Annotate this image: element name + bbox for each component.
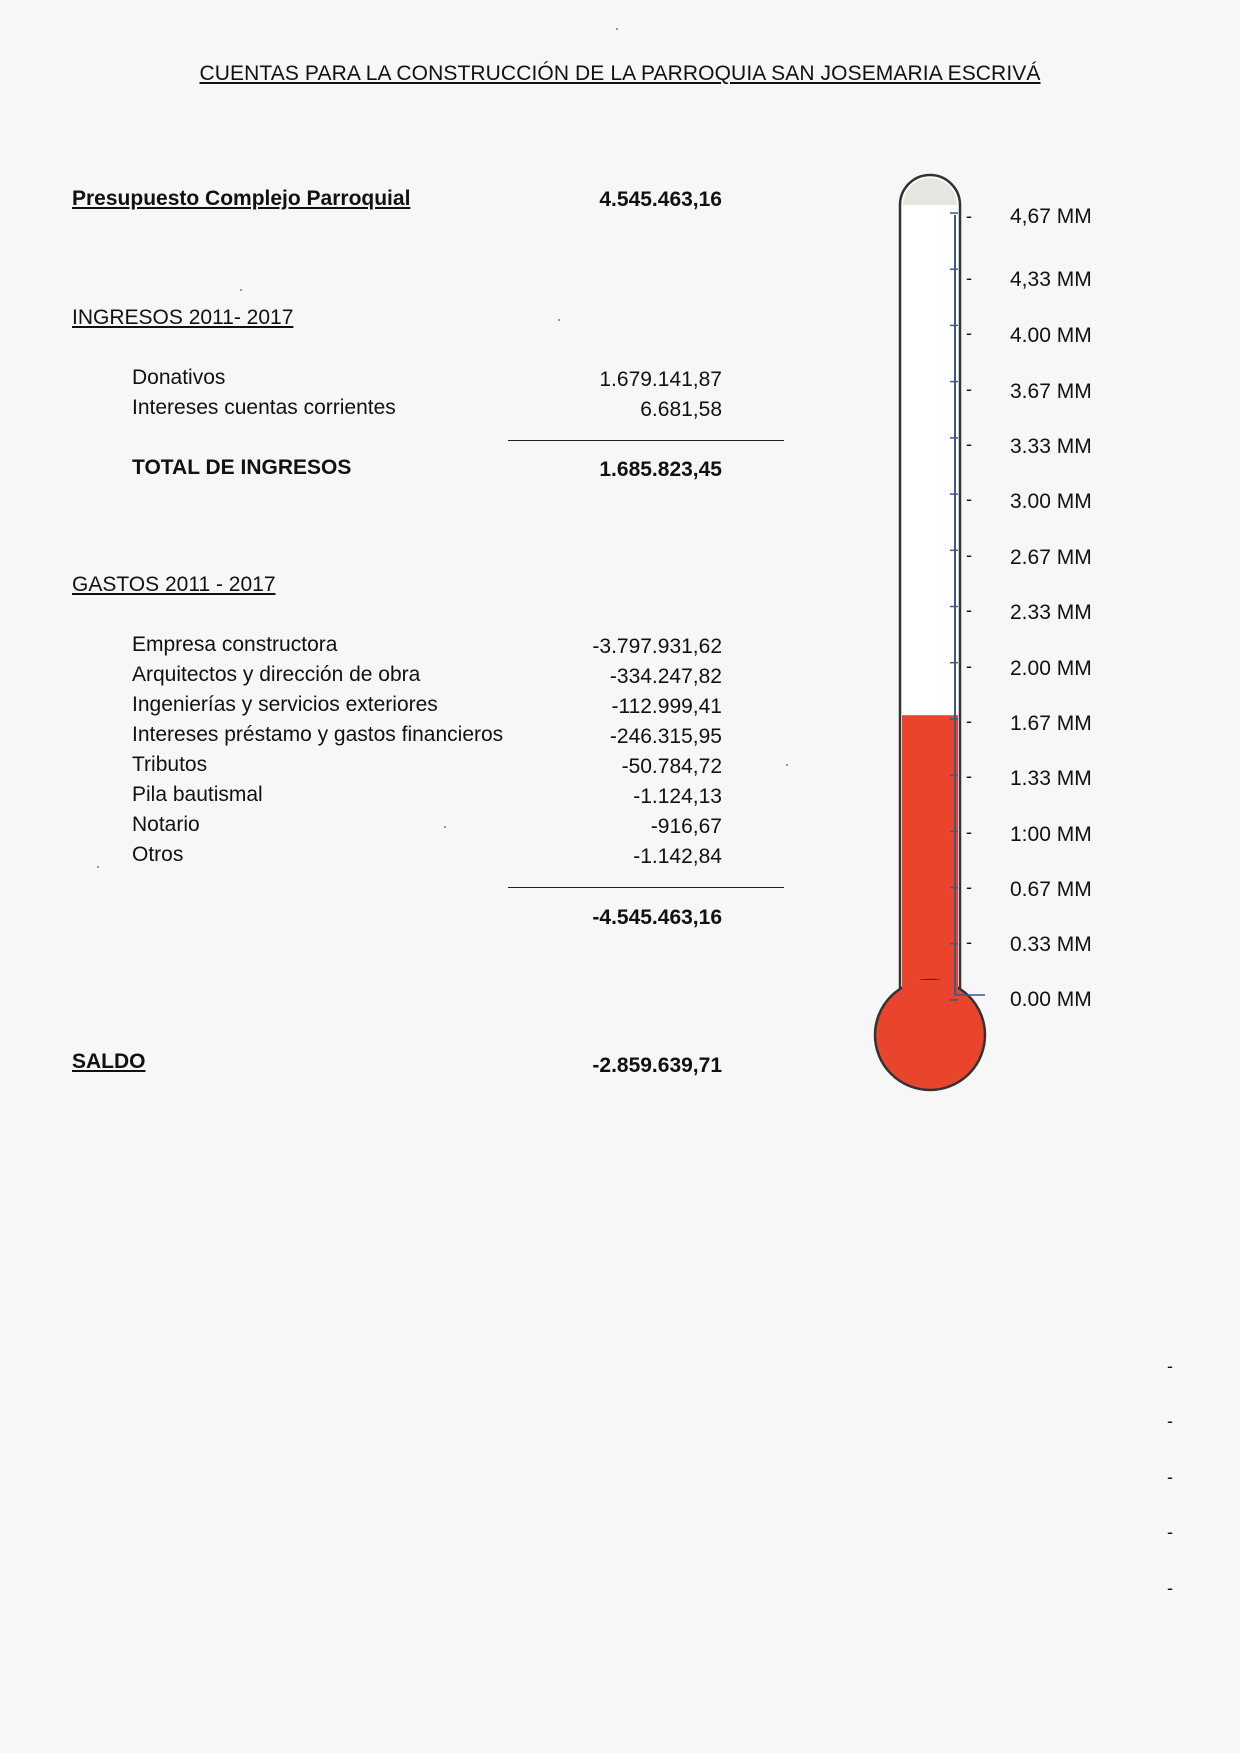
tick-dash: - <box>966 434 972 454</box>
tick-dash: - <box>966 323 972 343</box>
ingresos-item-label: Intereses cuentas corrientes <box>132 396 396 419</box>
ingresos-item-value: 1.679.141,87 <box>599 368 722 391</box>
gastos-item-value: -3.797.931,62 <box>592 635 722 658</box>
presupuesto-value: 4.545.463,16 <box>599 188 722 211</box>
tick-dash: - <box>966 822 972 842</box>
page-title: CUENTAS PARA LA CONSTRUCCIÓN DE LA PARROQUIA SAN JOSEMARIA ESCRIVÁ <box>199 62 1041 85</box>
gastos-item-label: Empresa constructora <box>132 633 338 656</box>
tick-label: 0.00 MM <box>1010 988 1092 1011</box>
gastos-item-label: Arquitectos y dirección de obra <box>132 663 421 686</box>
tick-label: 4,33 MM <box>1010 268 1092 291</box>
ingresos-heading: INGRESOS 2011- 2017 <box>72 306 294 329</box>
ingresos-item-label: Donativos <box>132 366 226 389</box>
gastos-item-value: -112.999,41 <box>611 695 722 718</box>
total-ingresos-label: TOTAL DE INGRESOS <box>132 456 352 479</box>
scan-speck <box>616 28 618 30</box>
tick-label: 0.67 MM <box>1010 878 1092 901</box>
gastos-item-label: Intereses préstamo y gastos financieros <box>132 723 504 746</box>
ingresos-item-value: 6.681,58 <box>640 398 722 421</box>
tick-label: 3.67 MM <box>1010 380 1092 403</box>
gastos-item-label: Tributos <box>132 753 208 776</box>
tick-dash: - <box>966 206 972 226</box>
tick-dash: - <box>966 932 972 952</box>
tick-label: 2.00 MM <box>1010 657 1092 680</box>
tick-dash: - <box>966 877 972 897</box>
scan-speck <box>444 826 446 828</box>
presupuesto-label: Presupuesto Complejo Parroquial <box>72 187 411 210</box>
total-ingresos-value: 1.685.823,45 <box>599 458 722 481</box>
saldo-value: -2.859.639,71 <box>592 1054 722 1077</box>
tick-dash: - <box>966 489 972 509</box>
gastos-item-label: Ingenierías y servicios exteriores <box>132 693 438 716</box>
tick-label: 3.33 MM <box>1010 435 1092 458</box>
tick-dash: - <box>966 600 972 620</box>
tick-dash: - <box>966 656 972 676</box>
saldo-label: SALDO <box>72 1050 146 1073</box>
tick-dash: - <box>966 711 972 731</box>
tick-dash: - <box>966 379 972 399</box>
tick-label: 1:00 MM <box>1010 823 1092 846</box>
thermometer-joint <box>902 980 958 1010</box>
gastos-item-value: -1.124,13 <box>633 785 722 808</box>
tick-label: 4,67 MM <box>1010 205 1092 228</box>
scan-speck <box>97 866 99 868</box>
gastos-item-label: Notario <box>132 813 200 836</box>
tick-dash: - <box>966 766 972 786</box>
gastos-item-value: -50.784,72 <box>621 755 722 778</box>
tick-dash: - <box>966 268 972 288</box>
margin-dash: - <box>1167 1411 1173 1431</box>
gastos-item-label: Otros <box>132 843 184 866</box>
thermometer-fill <box>902 715 958 1010</box>
gastos-item-label: Pila bautismal <box>132 783 263 806</box>
gastos-heading: GASTOS 2011 - 2017 <box>72 573 276 596</box>
tick-label: 1.67 MM <box>1010 712 1092 735</box>
tick-label: 2.33 MM <box>1010 601 1092 624</box>
gastos-item-value: -1.142,84 <box>633 845 722 868</box>
tick-label: 1.33 MM <box>1010 767 1092 790</box>
scan-speck <box>558 319 560 321</box>
margin-dash: - <box>1167 1356 1173 1376</box>
scan-speck <box>786 764 788 766</box>
tick-dash: - <box>966 545 972 565</box>
gastos-item-value: -334.247,82 <box>609 665 722 688</box>
margin-dash: - <box>1167 1467 1173 1487</box>
tick-label: 0.33 MM <box>1010 933 1092 956</box>
tick-label: 2.67 MM <box>1010 546 1092 569</box>
tick-label: 4.00 MM <box>1010 324 1092 347</box>
total-gastos-value: -4.545.463,16 <box>592 906 722 929</box>
gastos-item-value: -246.315,95 <box>609 725 722 748</box>
scan-speck <box>240 289 242 291</box>
margin-dash: - <box>1167 1522 1173 1542</box>
tick-label: 3.00 MM <box>1010 490 1092 513</box>
gastos-item-value: -916,67 <box>650 815 722 838</box>
margin-dash: - <box>1167 1578 1173 1598</box>
